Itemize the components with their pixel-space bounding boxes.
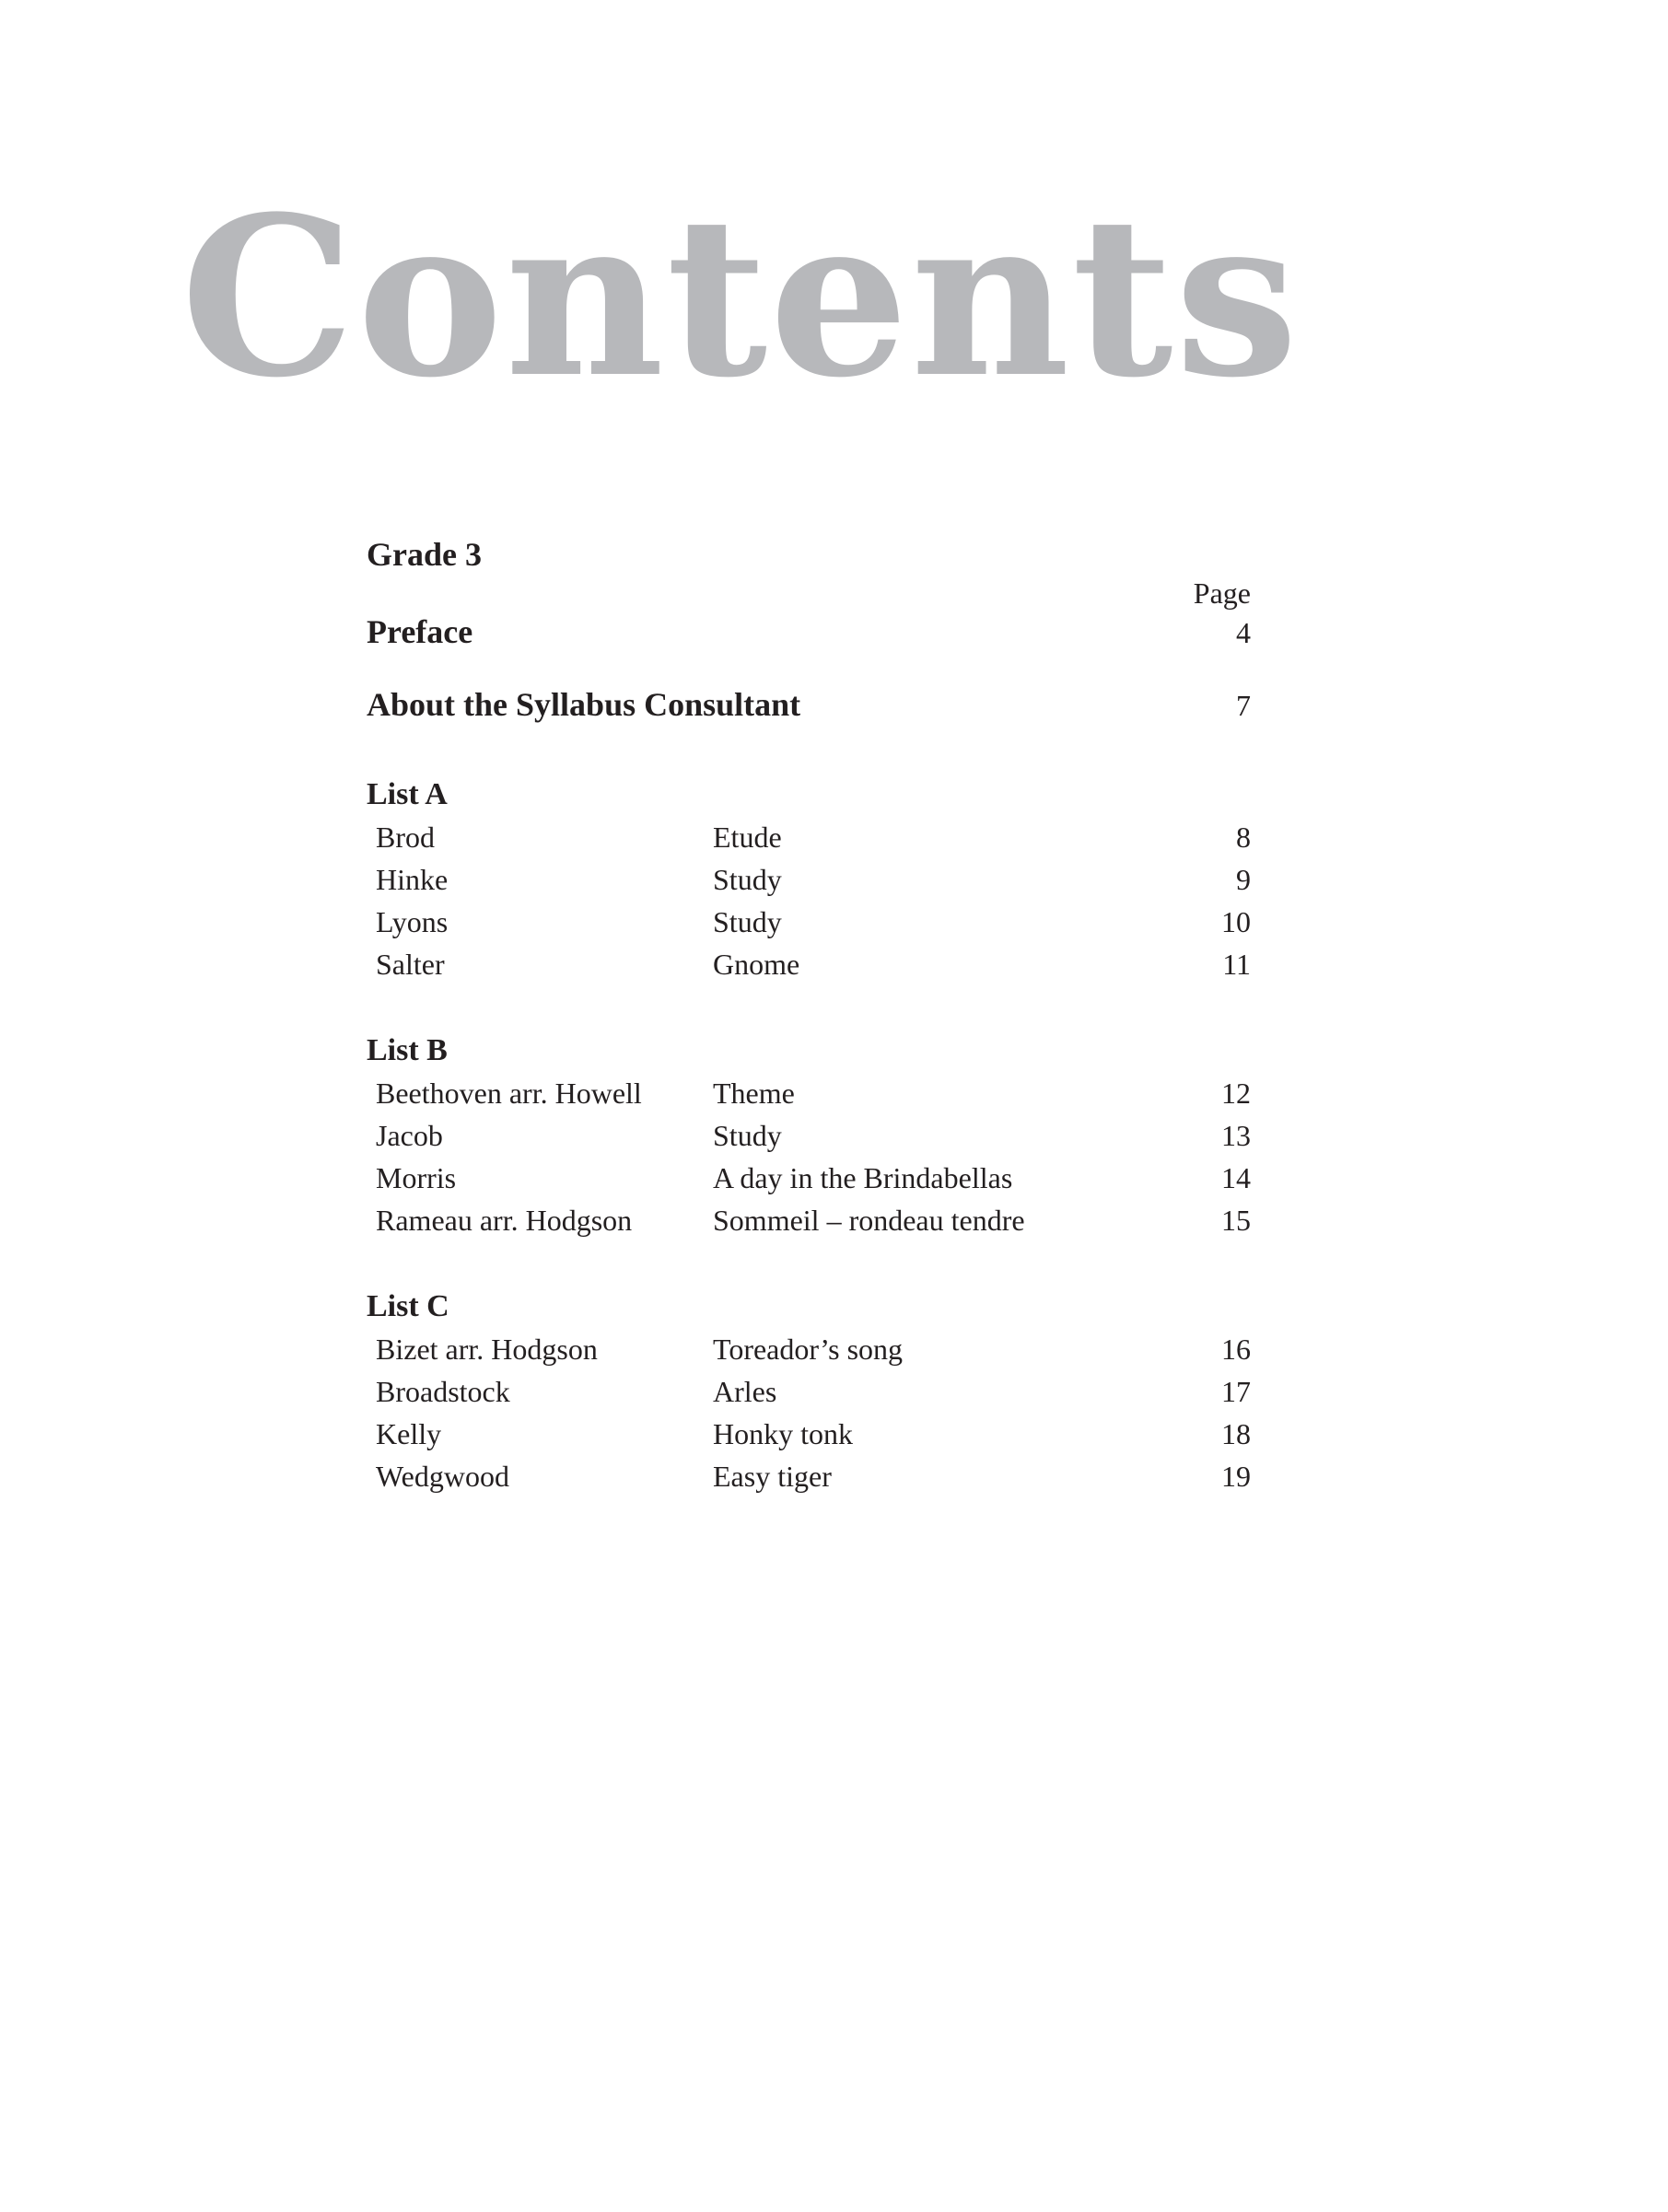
- list-item[interactable]: [367, 1455, 1251, 1497]
- list-item[interactable]: [367, 1199, 1251, 1241]
- list-item[interactable]: [367, 816, 1251, 858]
- piece-title: Toreador’s song: [713, 1333, 904, 1366]
- composer-name: Salter: [376, 948, 445, 981]
- list-a-section: [367, 774, 1251, 985]
- piece-title: Arles: [713, 1375, 777, 1408]
- piece-title: Theme: [713, 1077, 795, 1110]
- page-number: 14: [1221, 1161, 1251, 1194]
- piece-title: Easy tiger: [713, 1460, 832, 1493]
- list-item[interactable]: [367, 1413, 1251, 1455]
- composer-name: Bizet arr. Hodgson: [376, 1333, 598, 1366]
- toc-entry-title: Preface: [367, 613, 473, 650]
- composer-name: Wedgwood: [376, 1460, 509, 1493]
- page-title: Contents: [181, 169, 1301, 426]
- composer-name: Morris: [376, 1161, 457, 1194]
- page-number: 9: [1236, 863, 1251, 896]
- list-c-section: [367, 1286, 1251, 1497]
- list-item[interactable]: [367, 1157, 1251, 1199]
- table-of-contents: [367, 534, 1251, 1497]
- page-number: 19: [1221, 1460, 1251, 1493]
- page-number: 12: [1221, 1077, 1251, 1110]
- list-b-section: [367, 1030, 1251, 1241]
- composer-name: Rameau arr. Hodgson: [376, 1204, 633, 1237]
- page-number: 8: [1236, 821, 1251, 854]
- list-a-heading: List A: [367, 777, 448, 811]
- composer-name: Beethoven arr. Howell: [376, 1077, 642, 1110]
- page-number: 10: [1221, 905, 1251, 938]
- piece-title: Sommeil – rondeau tendre: [713, 1204, 1025, 1237]
- composer-name: Lyons: [376, 905, 449, 938]
- toc-entry-page: 7: [1236, 689, 1251, 722]
- composer-name: Kelly: [376, 1417, 442, 1450]
- list-b-heading: List B: [367, 1033, 448, 1067]
- page-number: 18: [1221, 1417, 1251, 1450]
- composer-name: Broadstock: [376, 1375, 510, 1408]
- piece-title: Study: [713, 905, 782, 938]
- list-c-heading: List C: [367, 1289, 449, 1323]
- piece-title: Honky tonk: [713, 1417, 853, 1450]
- page-number: 13: [1221, 1119, 1251, 1152]
- list-item[interactable]: [367, 1370, 1251, 1413]
- list-item[interactable]: [367, 1114, 1251, 1157]
- composer-name: Jacob: [376, 1119, 443, 1152]
- list-item[interactable]: [367, 901, 1251, 943]
- piece-title: A day in the Brindabellas: [713, 1161, 1013, 1194]
- list-item[interactable]: [367, 1328, 1251, 1370]
- page-number: 16: [1221, 1333, 1251, 1366]
- piece-title: Study: [713, 1119, 782, 1152]
- toc-entry-preface[interactable]: [367, 611, 1251, 653]
- toc-entry-title: About the Syllabus Consultant: [367, 686, 801, 723]
- toc-entry-about-consultant[interactable]: [367, 684, 1251, 726]
- list-item[interactable]: [367, 943, 1251, 985]
- piece-title: Study: [713, 863, 782, 896]
- piece-title: Gnome: [713, 948, 800, 981]
- list-item[interactable]: [367, 858, 1251, 901]
- composer-name: Brod: [376, 821, 435, 854]
- grade-heading: Grade 3: [367, 536, 482, 573]
- piece-title: Etude: [713, 821, 782, 854]
- toc-entry-page: 4: [1236, 616, 1251, 649]
- page-column-header: Page: [1193, 576, 1251, 610]
- page-number: 17: [1221, 1375, 1251, 1408]
- list-item[interactable]: [367, 1072, 1251, 1114]
- page-number: 11: [1222, 948, 1251, 981]
- composer-name: Hinke: [376, 863, 449, 896]
- page-number: 15: [1221, 1204, 1251, 1237]
